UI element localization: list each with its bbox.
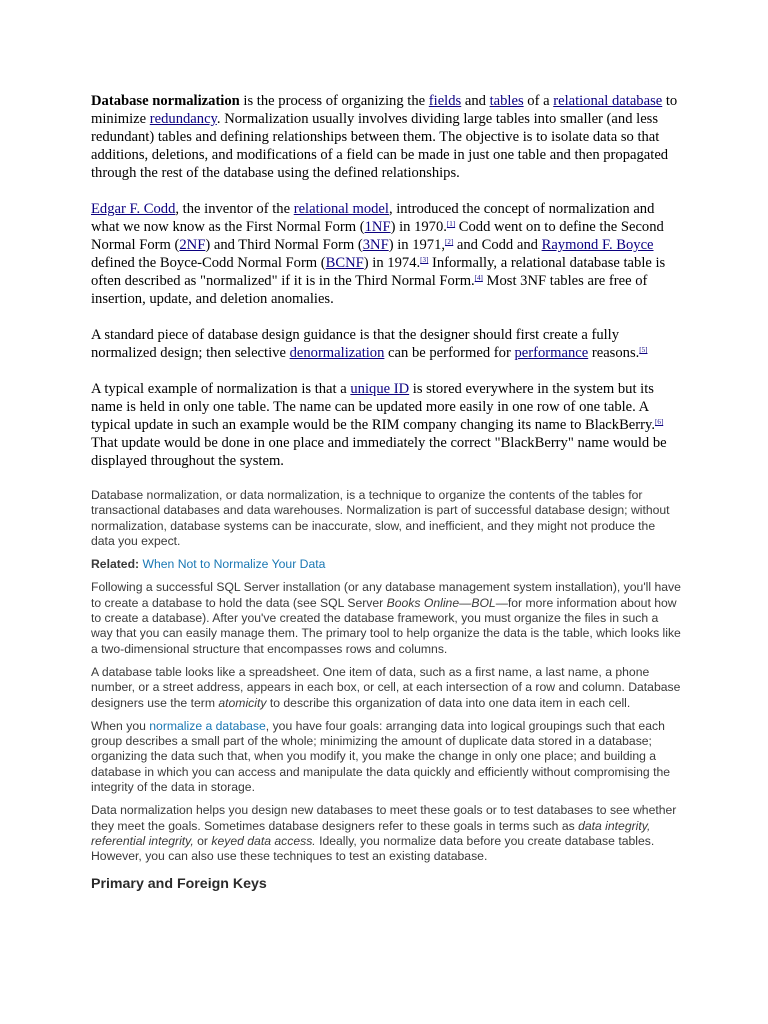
citation-link[interactable]: [2] bbox=[445, 238, 454, 246]
citation-5[interactable] bbox=[639, 346, 647, 354]
link-unique-id[interactable]: unique ID bbox=[350, 381, 410, 397]
italic-text: BOL bbox=[471, 595, 496, 610]
related-label: Related: bbox=[91, 557, 140, 572]
text: , introduced the concept of normalization and what we now know as the First Normal Form ( bbox=[91, 201, 655, 235]
citation-link[interactable]: [3] bbox=[420, 256, 429, 264]
link-raymond-boyce[interactable]: Raymond F. Boyce bbox=[541, 237, 654, 253]
paragraph-example bbox=[91, 380, 681, 470]
paragraph-installation bbox=[91, 580, 681, 656]
text: ) and Third Normal Form ( bbox=[205, 237, 363, 253]
citation-4[interactable] bbox=[475, 274, 483, 282]
link-edgar-codd[interactable]: Edgar F. Codd bbox=[91, 201, 176, 217]
citation-link[interactable]: [5] bbox=[639, 346, 648, 354]
citation-link[interactable]: [4] bbox=[474, 274, 483, 282]
text: Codd went on to define the Second Normal Form ( bbox=[91, 219, 664, 253]
paragraph-design bbox=[91, 803, 681, 864]
paragraph-history bbox=[91, 200, 681, 308]
citation-2[interactable] bbox=[445, 238, 453, 246]
citation-link[interactable]: [6] bbox=[655, 418, 664, 426]
document-page bbox=[91, 92, 681, 892]
text: A standard piece of database design guidance is that the designer should first create a fully normalized design; then selective bbox=[91, 327, 620, 361]
link-normalize-a-database[interactable]: normalize a database bbox=[149, 718, 266, 733]
section-heading: Primary and Foreign Keys bbox=[91, 875, 267, 892]
paragraph-intro: Database normalization, or data normalization, is a technique to organize the contents of the tables for transactional databases and data warehouses. Normalization is part of successful database design; without normalization, database systems can be inaccurate, slow, and inefficient, and they might not produce the data you expect. bbox=[91, 488, 670, 548]
text: and bbox=[461, 93, 490, 109]
paragraph-table bbox=[91, 665, 681, 711]
text: Most 3NF tables are free of insertion, update, and deletion anomalies. bbox=[91, 273, 648, 307]
citation-1[interactable] bbox=[447, 220, 455, 228]
text: — bbox=[459, 595, 472, 610]
text: ) in 1971, bbox=[388, 237, 446, 253]
article-excerpt bbox=[91, 488, 681, 892]
text: to describe this organization of data into one data item in each cell. bbox=[266, 695, 631, 710]
text: A typical example of normalization is that a bbox=[91, 381, 351, 397]
link-1nf[interactable]: 1NF bbox=[364, 219, 391, 235]
italic-text: data integrity, referential integrity, bbox=[91, 818, 651, 848]
italic-text: keyed data access. bbox=[211, 833, 316, 848]
text: A database table looks like a spreadsheet. One item of data, such as a first name, a last name, a phone number, or a street address, appears in each box, or cell, at each intersection of a row and column. Database designers use the term bbox=[91, 664, 681, 710]
text: , you have four goals: arranging data into logical groupings such that each group describes a small part of the whole; minimizing the amount of duplicate data stored in a database; organizing the data such that, when you modify it, you make the change in only one place; and building a database in which you can access and manipulate the data quickly and efficiently without compromising the integrity of the data in storage. bbox=[91, 718, 671, 795]
text: , the inventor of the bbox=[175, 201, 294, 217]
link-bcnf[interactable]: BCNF bbox=[325, 255, 364, 271]
text: When you bbox=[91, 718, 150, 733]
text: reasons. bbox=[588, 345, 640, 361]
paragraph-goals bbox=[91, 719, 681, 795]
link-performance[interactable]: performance bbox=[514, 345, 589, 361]
text: can be performed for bbox=[384, 345, 515, 361]
link-tables[interactable]: tables bbox=[489, 93, 524, 109]
text: Informally, a relational database table is often described as "normalized" if it is in the Third Normal Form. bbox=[91, 255, 666, 289]
link-fields[interactable]: fields bbox=[428, 93, 462, 109]
italic-text: Books Online bbox=[386, 595, 460, 610]
text: . Normalization usually involves dividing large tables into smaller (and less redundant) tables and defining relationships between them. The objective is to isolate data so that additions, deletions, and modifications of a field can be made in just one table and then propagated through the rest of the database using the defined relationships. bbox=[91, 111, 669, 181]
link-2nf[interactable]: 2NF bbox=[179, 237, 206, 253]
paragraph-definition bbox=[91, 92, 681, 182]
text: Following a successful SQL Server installation (or any database management system installation), you'll have to create a database to hold the data (see SQL Server bbox=[91, 580, 681, 610]
text: is the process of organizing the bbox=[239, 93, 429, 109]
text: Data normalization helps you design new databases to meet these goals or to test databases to see whether they meet the goals. Sometimes database designers refer to these goals in terms such as bbox=[91, 803, 677, 833]
link-3nf[interactable]: 3NF bbox=[362, 237, 389, 253]
text: or bbox=[193, 833, 212, 848]
link-relational-model[interactable]: relational model bbox=[293, 201, 389, 217]
link-relational-database[interactable]: relational database bbox=[553, 93, 663, 109]
term-bold: Database normalization bbox=[91, 93, 240, 109]
link-denormalization[interactable]: denormalization bbox=[289, 345, 385, 361]
text: ) in 1970. bbox=[390, 219, 447, 235]
italic-text: atomicity bbox=[218, 695, 267, 710]
text: of a bbox=[523, 93, 554, 109]
related-line bbox=[91, 557, 681, 572]
text: defined the Boyce-Codd Normal Form ( bbox=[91, 255, 326, 271]
text: That update would be done in one place and immediately the correct "BlackBerry" name would be displayed throughout the system. bbox=[91, 435, 667, 469]
paragraph-guidance bbox=[91, 326, 681, 362]
text: Ideally, you normalize data before you create database tables. However, you can also use these techniques to test an existing database. bbox=[91, 833, 655, 864]
text: and Codd and bbox=[453, 237, 542, 253]
citation-6[interactable] bbox=[655, 418, 663, 426]
text: —for more information about how to create a database). After you've created the database framework, you must organize the files in such a way that you can easily manage them. The primary tool to help organize the data is the table, which looks like a two-dimensional structure that encompasses rows and columns. bbox=[91, 595, 681, 656]
wikipedia-excerpt bbox=[91, 92, 681, 470]
citation-link[interactable]: [1] bbox=[446, 220, 456, 228]
text: is stored everywhere in the system but its name is held in only one table. The name can be updated more easily in one row of one table. A typical update in such an example would be the RIM company changing its name to BlackBerry. bbox=[91, 381, 656, 433]
link-redundancy[interactable]: redundancy bbox=[149, 111, 217, 127]
text: ) in 1974. bbox=[363, 255, 421, 271]
link-when-not-to-normalize[interactable]: When Not to Normalize Your Data bbox=[139, 557, 326, 572]
text: to minimize bbox=[91, 93, 678, 127]
